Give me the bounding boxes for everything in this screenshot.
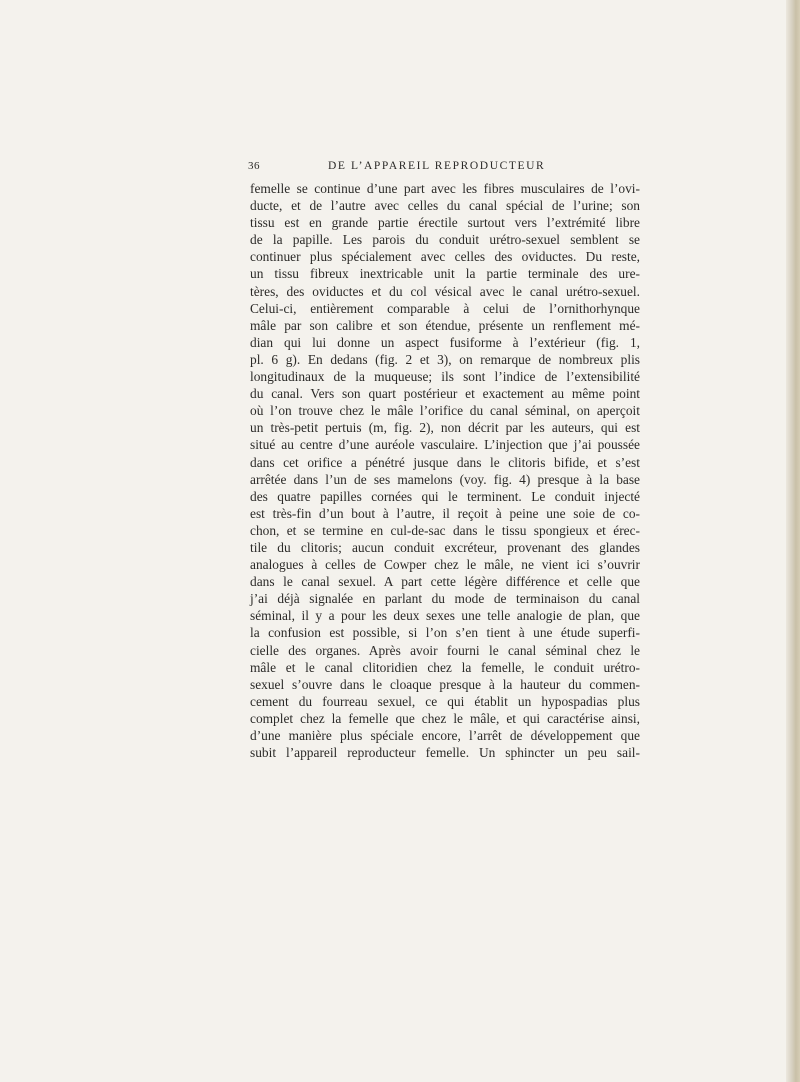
running-head: DE L’APPAREIL REPRODUCTEUR (328, 160, 546, 172)
text-line: mâle par son calibre et son étendue, présente un renflement mé- (250, 317, 640, 333)
text-line: subit l’appareil reproducteur femelle. Un sphincter un peu sail- (250, 745, 640, 761)
text-line: d’une manière plus spéciale encore, l’arrêt de développement que (250, 728, 640, 743)
text-line: continuer plus spécialement avec celles des oviductes. Du reste, (250, 249, 640, 265)
text-line: sexuel s’ouvre dans le cloaque presque à la hauteur du commen- (250, 676, 640, 692)
text-line: tile du clitoris; aucun conduit excréteur, provenant des glandes (250, 539, 640, 555)
text-line: cielle des organes. Après avoir fourni le canal séminal chez le (250, 642, 640, 658)
page-number: 36 (248, 160, 260, 172)
text-line: situé au centre d’une auréole vasculaire. L’injection que j’ai poussée (250, 437, 640, 453)
text-line: de la papille. Les parois du conduit urétro-sexuel semblent se (250, 232, 640, 248)
text-line: j’ai déjà signalée en parlant du mode de terminaison du canal (250, 591, 640, 607)
text-line: séminal, il y a pour les deux sexes une telle analogie de plan, que (250, 608, 640, 624)
text-line: ducte, et de l’autre avec celles du canal spécial de l’urine; son (250, 198, 640, 214)
text-line: dans le canal sexuel. A part cette légère différence et celle que (250, 574, 640, 590)
text-line: tissu est en grande partie érectile surtout vers l’extrémité libre (250, 215, 640, 231)
text-line: du canal. Vers son quart postérieur et exactement au même point (250, 386, 640, 402)
text-line: complet chez la femelle que chez le mâle, et qui caractérise ainsi, (250, 710, 640, 726)
text-line: dans cet orifice a pénétré jusque dans le clitoris bifide, et s’est (250, 454, 640, 470)
text-line: chon, et se termine en cul-de-sac dans le tissu spongieux et érec- (250, 522, 640, 538)
page-header (248, 160, 768, 176)
text-line: femelle se continue d’une part avec les fibres musculaires de l’ovi- (250, 181, 640, 196)
text-line: pl. 6 g). En dedans (fig. 2 et 3), on remarque de nombreux plis (250, 351, 640, 367)
text-line: où l’on trouve chez le mâle l’orifice du canal séminal, on aperçoit (250, 403, 640, 419)
body-text (250, 180, 640, 761)
text-line: la confusion est possible, si l’on s’en tient à une étude superfi- (250, 625, 640, 641)
text-line: tères, des oviductes et du col vésical avec le canal urétro-sexuel. (250, 283, 640, 299)
text-line: des quatre papilles cornées qui le terminent. Le conduit injecté (250, 488, 640, 504)
text-line: un tissu fibreux inextricable unit la partie terminale des ure- (250, 266, 640, 282)
text-line: est très-fin d’un bout à l’autre, il reçoit à peine une soie de co- (250, 505, 640, 521)
text-line: arrêtée dans l’un de ses mamelons (voy. fig. 4) presque à la base (250, 471, 640, 487)
text-line: analogues à celles de Cowper chez le mâle, ne vient ici s’ouvrir (250, 557, 640, 573)
text-line: Celui-ci, entièrement comparable à celui de l’ornithorhynque (250, 300, 640, 316)
text-line: mâle et le canal clitoridien chez la femelle, le conduit urétro- (250, 659, 640, 675)
text-line: longitudinaux de la muqueuse; ils sont l’indice de l’extensibilité (250, 369, 640, 385)
text-line: un très-petit pertuis (m, fig. 2), non décrit par les auteurs, qui est (250, 420, 640, 436)
text-line: cement du fourreau sexuel, ce qui établit un hypospadias plus (250, 693, 640, 709)
text-line: dian qui lui donne un aspect fusiforme à l’extérieur (fig. 1, (250, 334, 640, 350)
page-edge-shadow (786, 0, 800, 1082)
